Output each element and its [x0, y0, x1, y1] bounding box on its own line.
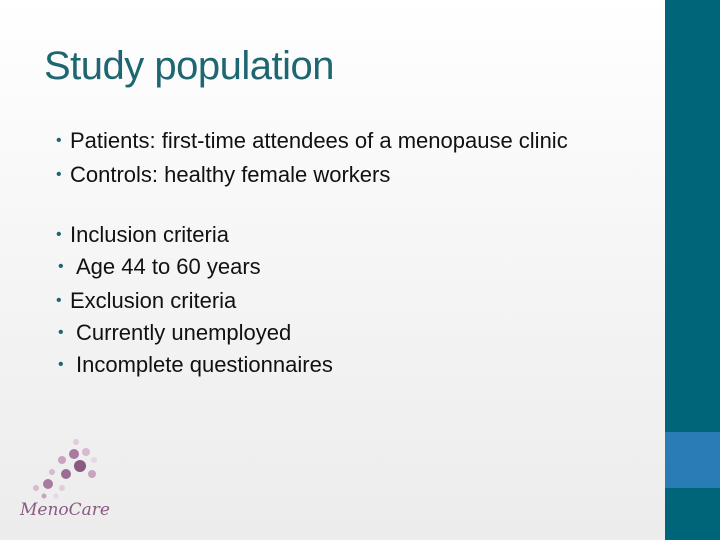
bullet-dot: •: [56, 166, 62, 183]
logo-dot: [61, 469, 71, 479]
slide-title: Study population: [44, 44, 335, 88]
logo-dot: [33, 485, 39, 491]
bullet-patients: [52, 128, 652, 154]
logo-dot: [82, 448, 90, 456]
logo-dot: [74, 460, 86, 472]
sub-bullet-questionnaires: [52, 352, 652, 378]
logo-dot: [58, 456, 66, 464]
bullet-inclusion: [52, 222, 652, 280]
bullet-text: Inclusion criteria: [70, 222, 229, 247]
logo-dot: [91, 457, 97, 463]
bullet-text: Patients: first-time attendees of a menopause clinic: [70, 128, 568, 153]
sub-bullet-text: Incomplete questionnaires: [76, 352, 333, 377]
logo-dot: [73, 439, 79, 445]
bullet-dot: •: [58, 258, 64, 275]
bullet-dot: •: [58, 324, 64, 341]
logo-dot: [42, 494, 47, 499]
logo-dot: [59, 485, 65, 491]
spacer: [52, 196, 652, 222]
logo-wordmark: MenoCare: [20, 500, 110, 520]
sub-bullet-text: Currently unemployed: [76, 320, 292, 345]
logo-dot: [54, 494, 59, 499]
bullet-exclusion: [52, 288, 652, 378]
slide-body: [52, 128, 652, 386]
bullet-dot: •: [56, 132, 62, 149]
sub-bullet-unemployed: [52, 320, 652, 346]
bullet-dot: •: [56, 226, 62, 243]
bullet-text: Exclusion criteria: [70, 288, 237, 313]
sub-bullet-age: [52, 254, 652, 280]
logo-dot: [88, 470, 96, 478]
bullet-dot: •: [58, 356, 64, 373]
bullet-text: Controls: healthy female workers: [70, 162, 391, 187]
right-bar-accent: [665, 432, 720, 488]
logo-dot: [43, 479, 53, 489]
sub-bullet-text: Age 44 to 60 years: [76, 254, 261, 279]
bullet-controls: [52, 162, 652, 188]
bullet-dot: •: [56, 292, 62, 309]
logo-dot: [49, 469, 55, 475]
logo-dot: [69, 449, 79, 459]
